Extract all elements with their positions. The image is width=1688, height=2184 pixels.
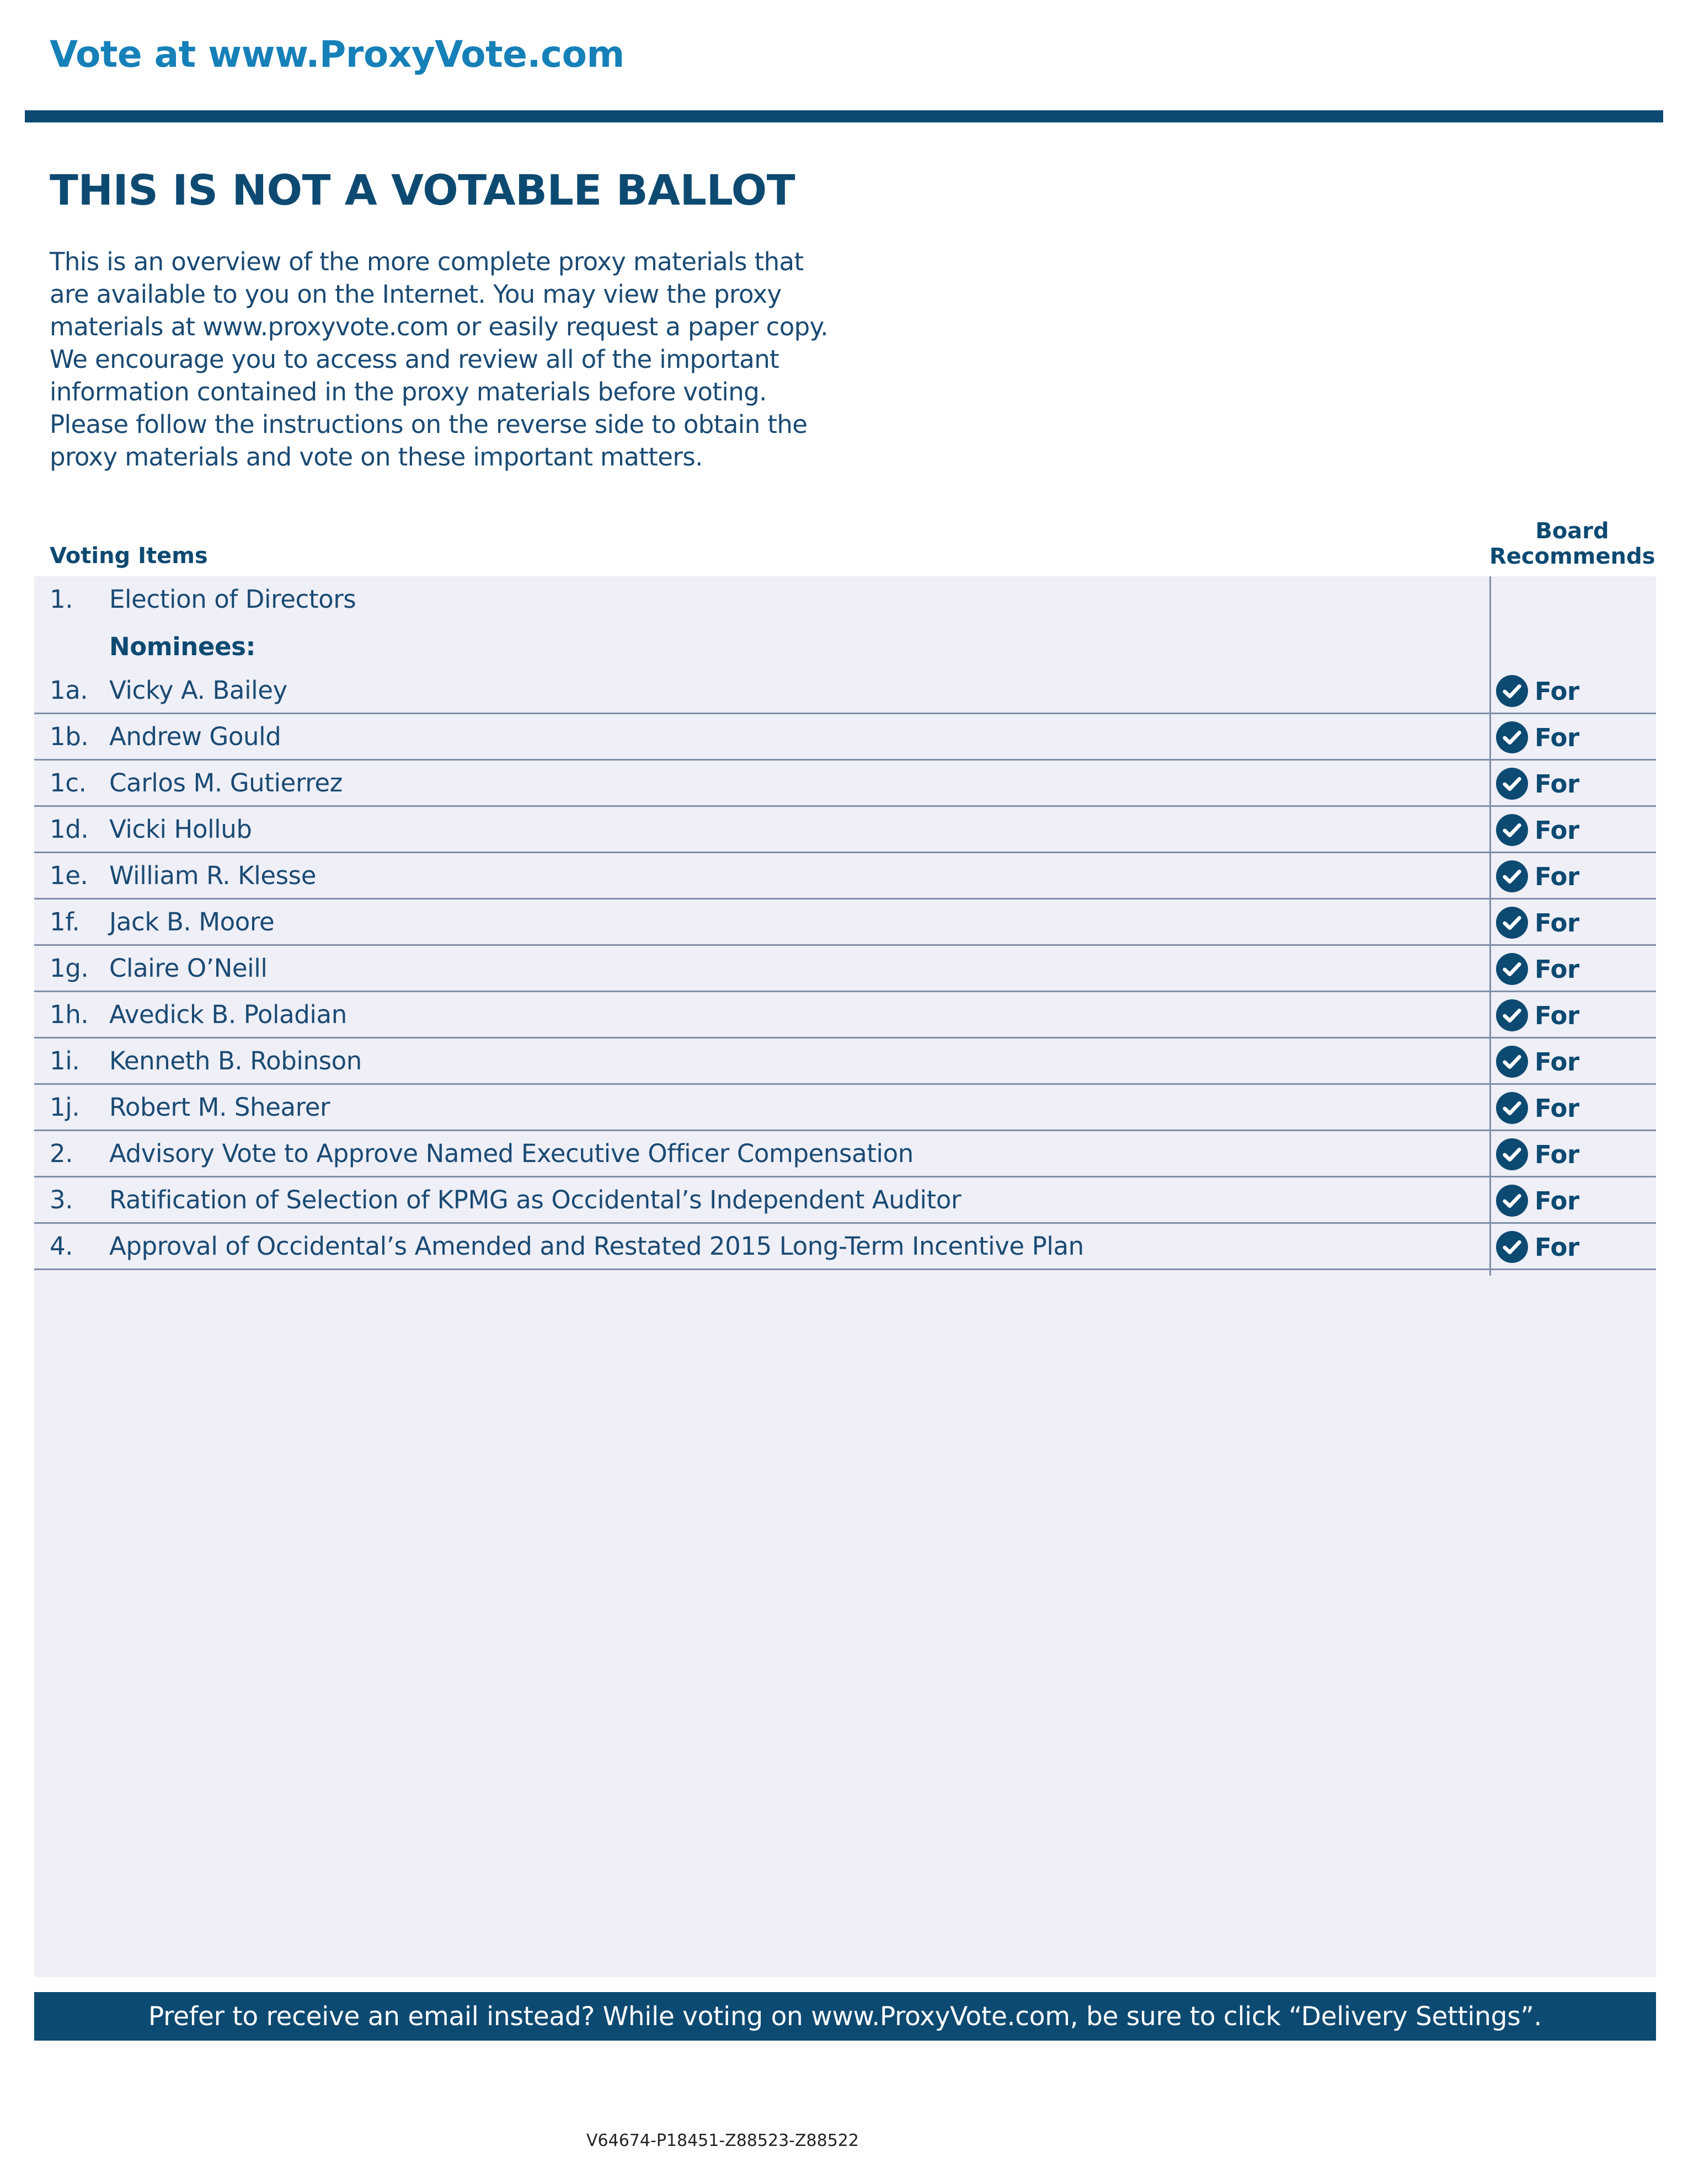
table-row	[34, 1039, 1656, 1085]
board-recommendation	[1496, 1138, 1579, 1170]
nominees-heading: Nominees:	[109, 632, 256, 661]
check-circle-icon	[1496, 860, 1535, 892]
intro-line: proxy materials and vote on these important matters.	[50, 442, 703, 472]
column-header-voting-items: Voting Items	[50, 543, 208, 569]
table-row	[34, 1177, 1656, 1224]
check-circle-icon	[1496, 675, 1535, 707]
intro-line: are available to you on the Internet. You may view the proxy	[50, 280, 782, 309]
table-row	[34, 668, 1656, 714]
item-number: 1j.	[50, 1093, 80, 1122]
item-number: 1f.	[50, 907, 80, 936]
check-circle-icon	[1496, 768, 1535, 800]
recommendation-label: For	[1535, 722, 1579, 752]
table-row	[34, 946, 1656, 992]
board-recommendation	[1496, 675, 1579, 707]
intro-line: Please follow the instructions on the reverse side to obtain the	[50, 410, 808, 439]
item-label: William R. Klesse	[109, 861, 316, 890]
check-circle-icon	[1496, 1185, 1535, 1217]
intro-line: materials at www.proxyvote.com or easily request a paper copy.	[50, 312, 828, 341]
item-label: Claire O’Neill	[109, 954, 268, 983]
recommendation-label: For	[1535, 861, 1579, 891]
item-label: Vicky A. Bailey	[109, 676, 287, 705]
recommendation-label: For	[1535, 954, 1579, 984]
item-label: Carlos M. Gutierrez	[109, 768, 343, 797]
recommendation-label: For	[1535, 1093, 1579, 1123]
item-label: Vicki Hollub	[109, 815, 252, 844]
table-row	[34, 807, 1656, 853]
recommendation-label: For	[1535, 1232, 1579, 1262]
item-number: 3.	[50, 1185, 73, 1214]
recommendation-label: For	[1535, 908, 1579, 938]
board-recommendation	[1496, 1046, 1579, 1078]
table-row	[34, 1085, 1656, 1131]
recommendation-label: For	[1535, 769, 1579, 799]
item-label: Robert M. Shearer	[109, 1093, 330, 1122]
item-number: 1i.	[50, 1046, 80, 1075]
intro-paragraph	[50, 245, 850, 473]
check-circle-icon	[1496, 907, 1535, 939]
board-recommendation	[1496, 860, 1579, 892]
table-row	[34, 1131, 1656, 1177]
header-title[interactable]: Vote at www.ProxyVote.com	[50, 33, 624, 76]
item-label: Andrew Gould	[109, 722, 281, 751]
board-recommendation	[1496, 907, 1579, 939]
table-row	[34, 761, 1656, 807]
item-label: Jack B. Moore	[109, 907, 275, 936]
intro-line: We encourage you to access and review all of the important	[50, 345, 779, 374]
board-recommendation	[1496, 1185, 1579, 1217]
item-number: 1d.	[50, 815, 89, 844]
check-circle-icon	[1496, 814, 1535, 846]
recommendation-label: For	[1535, 1139, 1579, 1169]
recommendation-label: For	[1535, 815, 1579, 845]
item-label: Avedick B. Poladian	[109, 1000, 347, 1029]
item-number: 2.	[50, 1139, 73, 1168]
item-number: 1e.	[50, 861, 88, 890]
column-header-line: Recommends	[1489, 544, 1655, 569]
check-circle-icon	[1496, 1092, 1535, 1124]
check-circle-icon	[1496, 1046, 1535, 1078]
board-recommendation	[1496, 953, 1579, 985]
board-recommendation	[1496, 768, 1579, 800]
column-header-line: Board	[1535, 518, 1609, 544]
table-row	[34, 992, 1656, 1039]
check-circle-icon	[1496, 999, 1535, 1031]
page-title: THIS IS NOT A VOTABLE BALLOT	[50, 165, 795, 215]
table-row	[34, 900, 1656, 946]
item-number: 1g.	[50, 954, 89, 983]
check-circle-icon	[1496, 721, 1535, 753]
control-code: V64674-P18451-Z88523-Z88522	[586, 2131, 859, 2150]
footer-banner-text: Prefer to receive an email instead? While voting on www.ProxyVote.com, be sure to click “Delivery Settings”.	[148, 2001, 1542, 2032]
header-divider	[25, 110, 1663, 122]
column-header-board-recommends	[1489, 518, 1655, 569]
recommendation-label: For	[1535, 1047, 1579, 1077]
board-recommendation	[1496, 1231, 1579, 1263]
board-recommendation	[1496, 721, 1579, 753]
check-circle-icon	[1496, 953, 1535, 985]
board-recommendation	[1496, 814, 1579, 846]
item-label: Kenneth B. Robinson	[109, 1046, 362, 1075]
item-label: Approval of Occidental’s Amended and Restated 2015 Long-Term Incentive Plan	[109, 1232, 1084, 1261]
recommendation-label: For	[1535, 676, 1579, 706]
check-circle-icon	[1496, 1138, 1535, 1170]
recommendation-label: For	[1535, 1000, 1579, 1030]
item-number: 1h.	[50, 1000, 89, 1029]
item-number: 1c.	[50, 768, 87, 797]
intro-line: information contained in the proxy materials before voting.	[50, 377, 767, 406]
check-circle-icon	[1496, 1231, 1535, 1263]
item-label: Advisory Vote to Approve Named Executive Officer Compensation	[109, 1139, 914, 1168]
intro-line: This is an overview of the more complete proxy materials that	[50, 247, 804, 276]
board-recommendation	[1496, 1092, 1579, 1124]
footer-banner	[34, 1992, 1656, 2041]
board-recommendation	[1496, 999, 1579, 1031]
recommendation-label: For	[1535, 1186, 1579, 1216]
item-number: 4.	[50, 1232, 73, 1261]
item-number: 1.	[50, 585, 73, 614]
item-label: Ratification of Selection of KPMG as Occidental’s Independent Auditor	[109, 1185, 961, 1214]
table-row	[34, 1224, 1656, 1270]
item-number: 1a.	[50, 676, 88, 705]
table-row	[34, 714, 1656, 761]
item-label: Election of Directors	[109, 585, 356, 614]
table-row	[34, 853, 1656, 900]
item-number: 1b.	[50, 722, 89, 751]
